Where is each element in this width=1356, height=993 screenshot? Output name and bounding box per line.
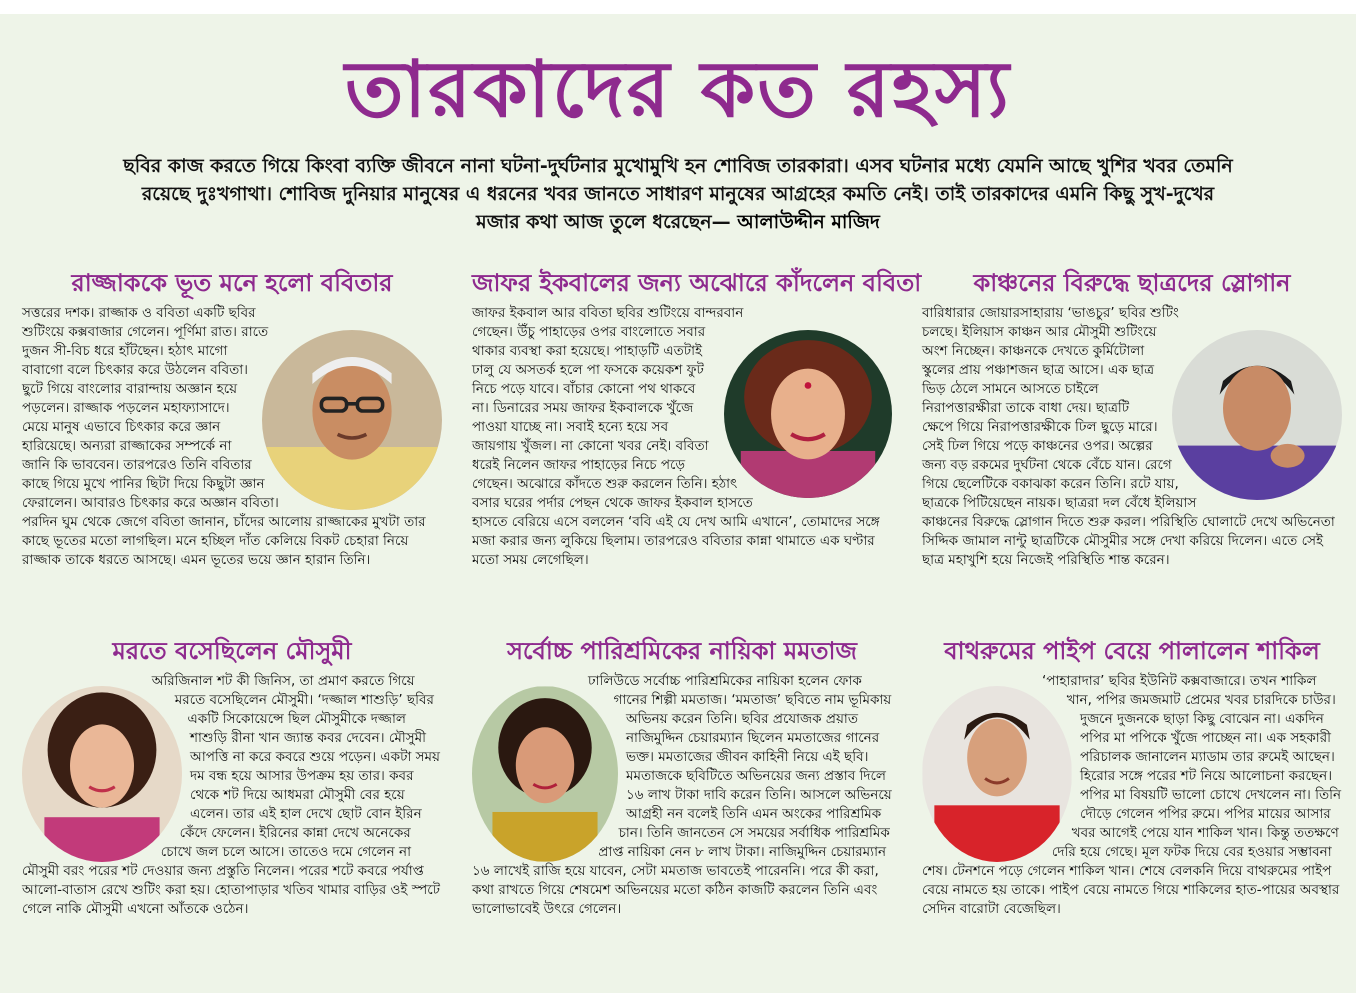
photo-moushumi [22,686,182,862]
portrait-man-image [1172,330,1342,500]
article-title: মরতে বসেছিলেন মৌসুমী [112,637,352,665]
article-title: সর্বোচ্চ পারিশ্রমিকের নায়িকা মমতাজ [507,637,857,665]
photo-bobita [724,330,892,498]
article-bobita [472,266,922,570]
newspaper-page [0,14,1356,993]
article-momtaz [472,634,892,919]
article-body [22,672,442,919]
article-text: ঢালিউডে সর্বোচ্চ পারিশ্রমিকের নায়িকা হলেন ফোক গানের শিল্পী মমতাজ। ‘মমতাজ’ ছবিতে নাম ভূমিকায় অভিনয় করেন তিনি। ছবির প্রযোজক প্রয়াত নাজিমুদ্দিন চেয়ারম্যান ছিলেন মমতাজের গানের ভক্ত। মমতাজের জীবন কাহিনী নিয়ে এই ছবি। মমতাজকে ছবিটিতে অভিনয়ের জন্য প্রস্তাব দিলে ১৬ লাখ টাকা দাবি করেন তিনি। আসলে অভিনয়ে আগ্রহী নন বলেই তিনি এমন অংকের পারিশ্রমিক চান। তিনি জানতেন সে সময়ের সর্বাধিক পারিশ্রমিক প্রাপ্ত নায়িকা নেন ৮ লাখ টাকা। নাজিমুদ্দিন চেয়ারম্যান ১৬ লাখেই রাজি হয়ে যাবেন, সেটা মমতাজ ভাবতেই পারেননি। পরে কী করা, কথা রাখতে গিয়ে শেষমেশ অভিনয়ের মতো কঠিন কাজটি করলেন তিনি এবং ভালোভাবেই উৎরে গেলেন। [472,673,892,917]
article-text: ‘পাহারাদার’ ছবির ইউনিট কক্সবাজারে। তখন শাকিল খান, পপির জমজমাট প্রেমের খবর চারদিকে চাউর। দুজনে দুজনকে ছাড়া কিছু বোঝেন না। একদিন পপির মা পপিকে খুঁজে পাচ্ছেন না। এক সহকারী পরিচালক জানালেন ম্যাডাম তার রুমেই আছেন। হিরোর সঙ্গে পরের শট নিয়ে আলোচনা করছেন। পপির মা বিষয়টি ভালো চোখে দেখলেন না। তিনি দৌড়ে গেলেন পপির রুমে। পপির মায়ের আসার খবর আগেই পেয়ে যান শাকিল খান। কিন্তু ততক্ষণে দেরি হয়ে গেছে। মূল ফটক দিয়ে বের হওয়ার সম্ভাবনা শেষ। টেনশনে পড়ে গেলেন শাকিল খান। শেষে বেলকনি দিয়ে বাথরুমের পাইপ বেয়ে নামতে হয় তাকে। পাইপ বেয়ে নামতে গিয়ে শাকিলের হাত-পায়ের অবস্থার সেদিন বারোটা বেজেছিল। [922,673,1342,917]
article-kanchan [922,266,1342,570]
intro-paragraph [120,152,1236,236]
article-shakil [922,634,1342,919]
page-title: তারকাদের কত রহস্য [345,45,1011,135]
portrait-woman-image [22,686,182,862]
portrait-man-image [922,686,1072,862]
portrait-woman-image [472,686,618,862]
photo-momtaz [472,686,618,862]
article-text: বারিধারার জোয়ারসাহারায় ‘ভাঙচুর’ ছবির শুটিং চলছে। ইলিয়াস কাঞ্চন আর মৌসুমী শুটিংয়ে অংশ নিচ্ছেন। কাঞ্চনকে দেখতে কুর্মিটোলা স্কুলের প্রায় পঞ্চাশজন ছাত্র আসে। এক ছাত্র ভিড় ঠেলে সামনে আসতে চাইলে নিরাপত্তারক্ষীরা তাকে বাধা দেয়। ছাত্রটি ক্ষেপে গিয়ে নিরাপত্তারক্ষীকে ঢিল ছুড়ে মারে। সেই ঢিল গিয়ে পড়ে কাঞ্চনের ওপর। অল্পের জন্য বড় রকমের দুর্ঘটনা থেকে বেঁচে যান। রেগে গিয়ে ছেলেটিকে বকাঝকা করেন তিনি। রটে যায়, ছাত্রকে পিটিয়েছেন নায়ক। ছাত্ররা দল বেঁধে ইলিয়াস কাঞ্চনের বিরুদ্ধে স্লোগান দিতে শুরু করল। পরিস্থিতি ঘোলাটে দেখে অভিনেতা সিদ্দিক জামাল নান্টু ছাত্রটিকে মৌসুমীর সঙ্গে দেখা করিয়ে দিলেন। এতে সেই ছাত্র মহাখুশি হয়ে নিজেই পরিস্থিতি শান্ত করেন। [922,305,1335,568]
article-text: অরিজিনাল শট কী জিনিস, তা প্রমাণ করতে গিয়ে মরতে বসেছিলেন মৌসুমী। ‘দজ্জাল শাশুড়ি’ ছবির একটি সিকোয়েন্সে ছিল মৌসুমীকে দজ্জাল শাশুড়ি রীনা খান জ্যান্ত কবর দেবেন। মৌসুমী আপত্তি না করে কবরে শুয়ে পড়েন। একটা সময় দম বন্ধ হয়ে আসার উপক্রম হয় তার। কবর থেকে শট দিয়ে আধমরা মৌসুমী বের হয়ে এলেন। তার এই হাল দেখে ছোট বোন ইরিন কেঁদে ফেলেন। ইরিনের কান্না দেখে অনেকের চোখে জল চলে আসে। তাতেও দমে গেলেন না মৌসুমী বরং পরের শট দেওয়ার জন্য প্রস্তুতি নিলেন। পরের শটে কবরে পর্যাপ্ত আলো-বাতাস রেখে শুটিং করা হয়। হোতাপাড়ার খতিব খামার বাড়ির ওই স্পটে গেলে নাকি মৌসুমী এখনো আঁতকে ওঠেন। [22,673,441,917]
intro-text: ছবির কাজ করতে গিয়ে কিংবা ব্যক্তি জীবনে নানা ঘটনা-দুর্ঘটনার মুখোমুখি হন শোবিজ তারকারা। এসব ঘটনার মধ্যে যেমনি আছে খুশির খবর তেমনি রয়েছে দুঃখগাথা। শোবিজ দুনিয়ার মানুষের এ ধরনের খবর জানতে সাধারণ মানুষের আগ্রহের কমতি নেই। তাই তারকাদের এমনি কিছু সুখ-দুখের মজার কথা আজ তুলে ধরেছেন— [123,155,1233,233]
article-text: সত্তরের দশক। রাজ্জাক ও ববিতা একটি ছবির শুটিংয়ে কক্সবাজার গেলেন। পূর্ণিমা রাত। রাতে দুজন সী-বিচ ধরে হাঁটছেন। হঠাৎ মাগো বাবাগো বলে চিৎকার করে উঠলেন ববিতা। ছুটে গিয়ে বাংলোর বারান্দায় অজ্ঞান হয়ে পড়লেন। রাজ্জাক পড়লেন মহাফ্যাসাদে। মেয়ে মানুষ এভাবে চিৎকার করে জ্ঞান হারিয়েছে। অন্যরা রাজ্জাকের সম্পর্কে না জানি কি ভাববেন। তারপরেও তিনি ববিতার কাছে গিয়ে মুখে পানির ছিটা দিয়ে কিছুটা জ্ঞান ফেরালেন। আবারও চিৎকার করে অজ্ঞান ববিতা। পরদিন ঘুম থেকে জেগে ববিতা জানান, চাঁদের আলোয় রাজ্জাকের মুখটা তার কাছে ভূতের মতো লাগছিল। মনে হচ্ছিল দাঁত কেলিয়ে বিকট চেহারা নিয়ে রাজ্জাক তাকে ধরতে আসছে। এমন ভূতের ভয়ে জ্ঞান হারান তিনি। [22,305,426,568]
article-body [472,304,892,570]
photo-kanchan [1172,330,1342,500]
portrait-elderly-man-image [262,330,442,510]
article-title: রাজ্জাককে ভূত মনে হলো ববিতার [71,269,393,297]
article-body [472,672,892,919]
article-moushumi [22,634,442,919]
article-body [22,304,442,570]
portrait-woman-image [724,330,892,498]
photo-shakil [922,686,1072,862]
article-razzak [22,266,442,570]
article-body [922,672,1342,919]
article-text: জাফর ইকবাল আর ববিতা ছবির শুটিংয়ে বান্দরবান গেছেন। উঁচু পাহাড়ের ওপর বাংলোতে সবার থাকার ব্যবস্থা করা হয়েছে। পাহাড়টি এতটাই ঢালু যে অসতর্ক হলে পা ফসকে কয়েকশ ফুট নিচে পড়ে যাবে। বাঁচার কোনো পথ থাকবে না। ডিনারের সময় জাফর ইকবালকে খুঁজে পাওয়া যাচ্ছে না। সবাই হন্যে হয়ে সব জায়গায় খুঁজল। না কোনো খবর নেই। ববিতা ধরেই নিলেন জাফর পাহাড়ের নিচে পড়ে গেছেন। অঝোরে কাঁদতে শুরু করলেন তিনি। হঠাৎ বসার ঘরের পর্দার পেছন থেকে জাফর ইকবাল হাসতে হাসতে বেরিয়ে এসে বললেন ‘ববি এই যে দেখ আমি এখানে’, তোমাদের সঙ্গে মজা করার জন্য লুকিয়ে ছিলাম। তারপরেও ববিতার কান্না থামাতে এক ঘণ্টার মতো সময় লেগেছিল। [472,305,880,568]
photo-razzak [262,330,442,510]
article-title: বাথরুমের পাইপ বেয়ে পালালেন শাকিল [944,637,1320,665]
article-body [922,304,1342,570]
article-title: জাফর ইকবালের জন্য অঝোরে কাঁদলেন ববিতা [472,269,922,297]
author-name: আলাউদ্দীন মাজিদ [737,211,880,233]
article-title: কাঞ্চনের বিরুদ্ধে ছাত্রদের স্লোগান [973,269,1291,297]
